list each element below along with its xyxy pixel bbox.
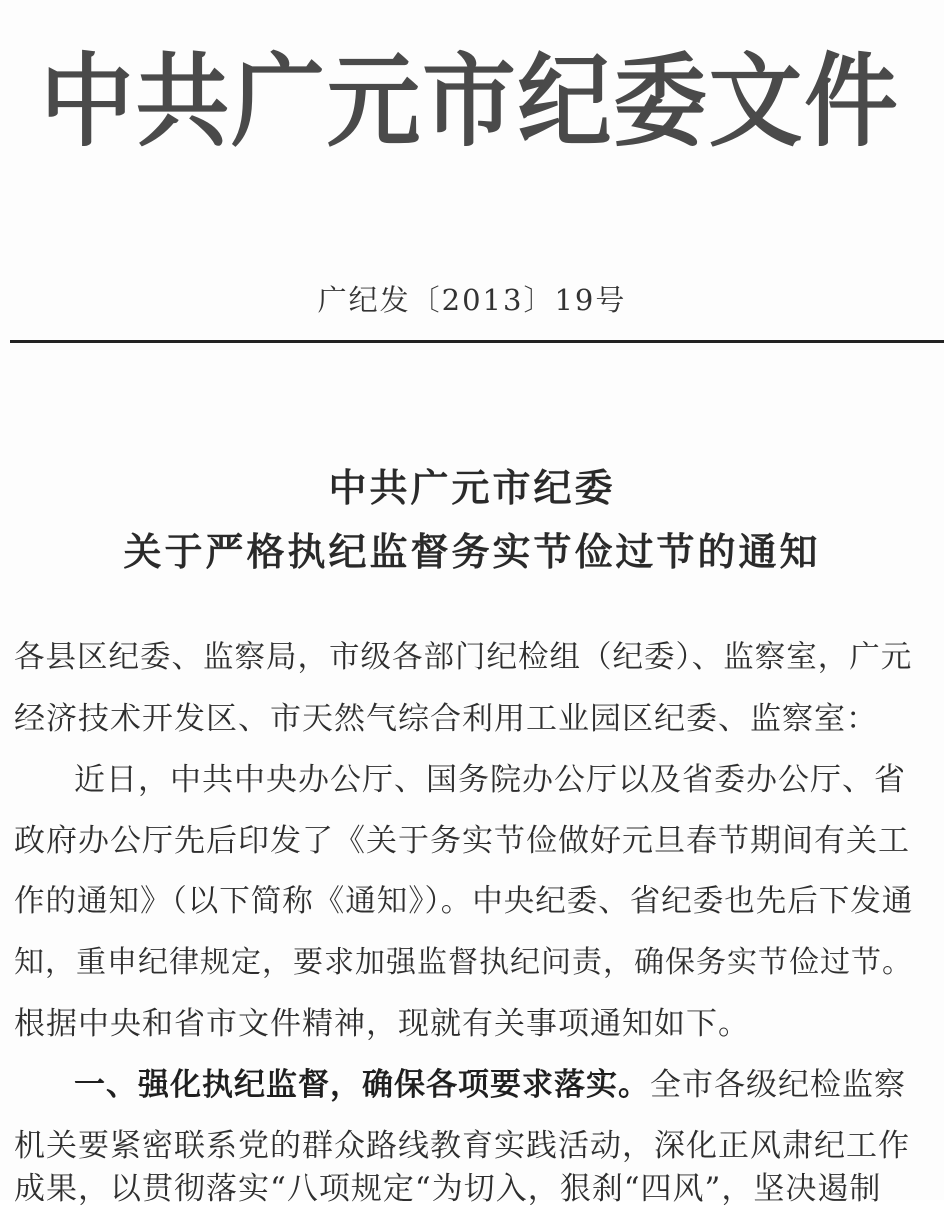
document-title-line-2: 关于严格执纪监督务实节俭过节的通知 [123,530,821,574]
paragraph-line: 成果，以贯彻落实“八项规定“为切入，狠刹“四风”，坚决遏制 [14,1171,882,1207]
paragraph-line: 政府办公厅先后印发了《关于务实节俭做好元旦春节期间有关工 [14,823,910,859]
section-1-line [74,1059,914,1104]
document-number: 广纪发〔2013〕19号 [317,283,627,317]
header-divider [10,340,944,343]
addressee-line-1: 各县区纪委、监察局，市级各部门纪检组（纪委）、监察室，广元 [14,640,913,675]
addressee-line-2: 经济技术开发区、市天然气综合利用工业园区纪委、监察室： [14,701,878,737]
paragraph-line: 近日，中共中央办公厅、国务院办公厅以及省委办公厅、省 [74,762,906,798]
paragraph-line: 作的通知》（以下简称《通知》）。中央纪委、省纪委也先后下发通 [14,884,914,919]
section-1-heading: 一、强化执纪监督，确保各项要求落实。 [74,1067,650,1103]
paragraph-line: 知，重申纪律规定，要求加强监督执纪问责，确保务实节俭过节。 [14,945,913,980]
issuer-title: 中共广元市纪委文件 [40,43,900,162]
paragraph-line: 机关要紧密联系党的群众路线教育实践活动，深化正风肃纪工作 [14,1128,910,1164]
paragraph-line: 根据中央和省市文件精神，现就有关事项通知如下。 [14,1006,750,1042]
document-header [40,28,900,178]
document-title-line-1: 中共广元市纪委 [328,466,616,510]
section-1-text: 全市各级纪检监察 [650,1067,906,1103]
